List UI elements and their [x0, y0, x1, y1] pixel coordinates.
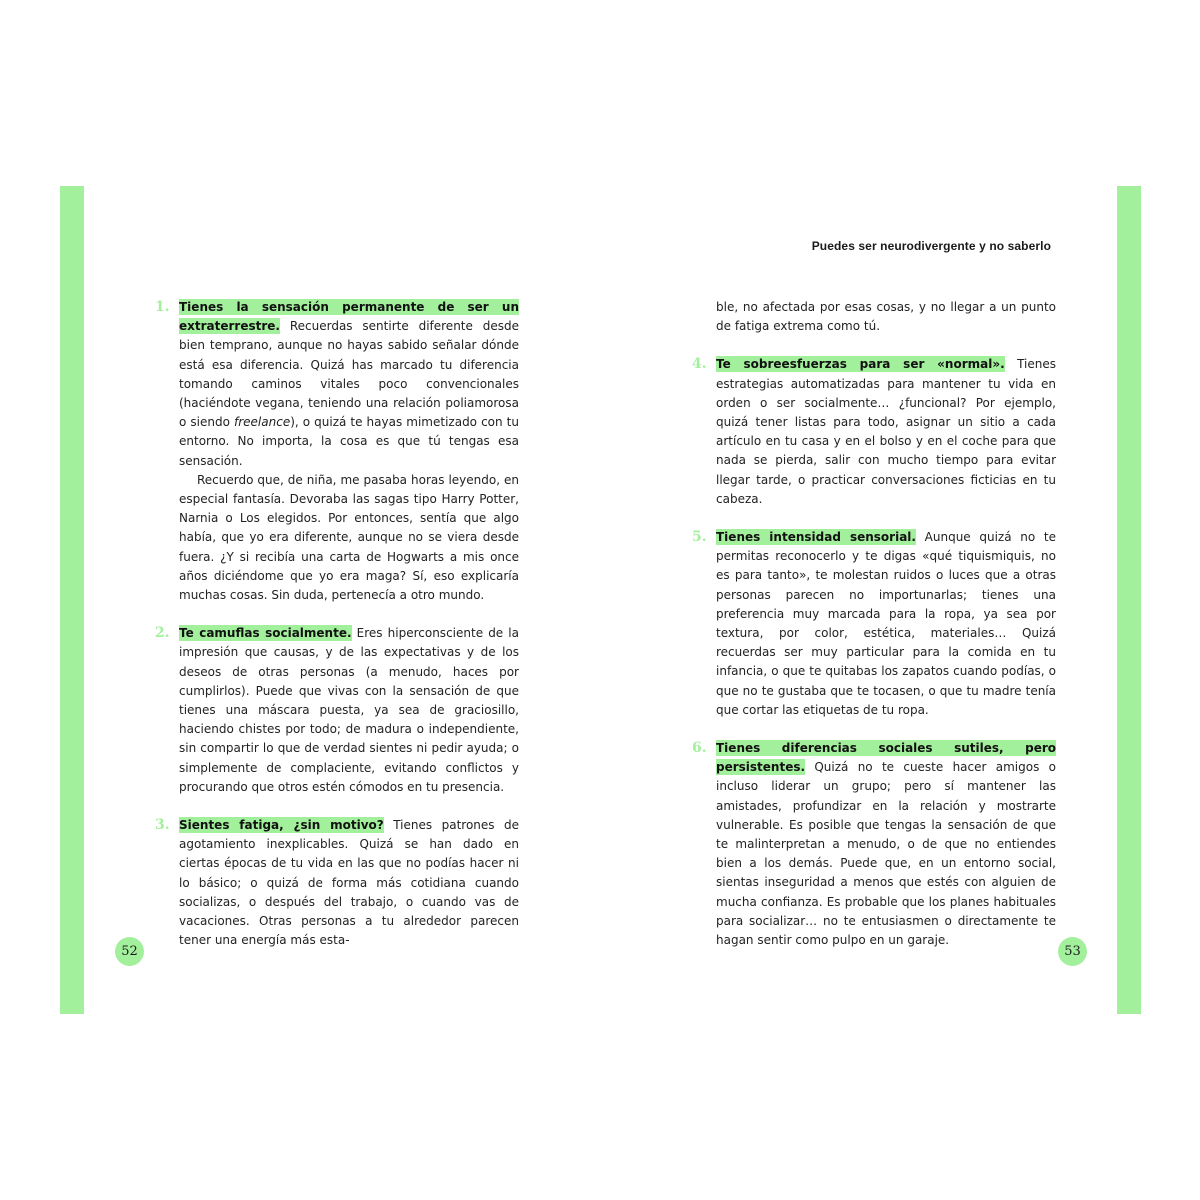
item-number: 1.: [155, 299, 170, 315]
list-item-6: [692, 739, 1056, 950]
item-italic: freelance: [234, 415, 291, 430]
item-text: Eres hiperconsciente de la impresión que causas, y de las expectativas y de los deseos de otras personas (a menudo, haces por cumplirlos). Puede que vivas con la sensación de que tienes una máscara puesta, ya sea de graciosillo, haciendo chistes por todo; de madura o independiente, sin compartir lo que de verdad sientes ni pedir ayuda; o simplemente de complaciente, evitando conflictos y procurando que otros estén cómodos en tu presencia.: [179, 626, 519, 794]
item-highlight: Te sobreesfuerzas para ser «normal».: [716, 357, 1005, 372]
page-number-right: 53: [1058, 937, 1087, 966]
continuation-paragraph: ble, no afectada por esas cosas, y no llegar a un punto de fatiga extrema como tú.: [716, 300, 1056, 334]
item-number: 6.: [692, 740, 707, 757]
item-paragraph: [179, 298, 519, 471]
item-text: Aunque quizá no te permitas reconocerlo y te digas «qué tiquismiquis, no es para tanto», te molestan ruidos o luces que a otras personas parecen no importunarlas; tienes una preferencia muy marcada para la ropa, ya sea por textura, por color, estética, materiales… Quizá recuerdas ser muy particular para la comida en tu infancia, o que te quitabas los zapatos cuando podías, o que no te gustaba que te tocasen, o que tu madre tenía que cortar las etiquetas de tu ropa.: [716, 530, 1056, 717]
item-text: Quizá no te cueste hacer amigos o incluso liderar un grupo; pero sí mantener las amistades, profundizar en la relación y mostrarte vulnerable. Es posible que tengas la sensación de que te malinterpretan a menudo, o de que no entiendes bien a los demás. Puede que, en un entorno social, sientas inseguridad a menos que estés con alguien de mucha confianza. Es probable que los planes habituales para socializar… no te entusiasmen o directamente te hagan sentir como pulpo en un garaje.: [716, 760, 1056, 948]
item-text: Tienes patrones de agotamiento inexplicables. Quizá se han dado en ciertas épocas de tu vida en las que no podías hacer ni lo básico; o quizá de forma más cotidiana cuando socializas, o después del trabajo, o cuando vas de vacaciones. Otras personas a tu alrededor parecen tener una energía más esta-: [179, 818, 519, 948]
item-paragraph: [716, 528, 1056, 720]
item-highlight: Sientes fatiga, ¿sin motivo?: [179, 818, 384, 833]
item-text-after: ), o quizá te hayas mimetizado con tu entorno. No importa, la cosa es que tú tengas esa sensación.: [179, 415, 519, 468]
left-page-color-band: [60, 186, 84, 1014]
continuation-block: [716, 298, 1056, 336]
item-text: Recuerdas sentirte diferente desde bien temprano, aunque no hayas sabido señalar dónde está esa diferencia. Quizá has marcado tu diferencia tomando caminos vitales poco convencionales (haciéndote vegana, teniendo una relación poliamorosa o siendo: [179, 319, 519, 430]
list-item-5: [692, 528, 1056, 720]
right-column: [692, 298, 1057, 969]
list-item-4: [692, 355, 1057, 509]
list-item-2: [155, 624, 519, 797]
item-paragraph: [716, 739, 1056, 950]
running-head: Puedes ser neurodivergente y no saberlo: [811, 239, 1051, 253]
item-paragraph: [716, 355, 1056, 509]
item-highlight: Te camuflas socialmente.: [179, 626, 352, 641]
item-number: 2.: [155, 625, 170, 642]
item-number: 4.: [692, 356, 707, 373]
item-highlight: Tienes diferencias sociales sutiles, pero persistentes.: [716, 741, 1056, 775]
left-column: [155, 298, 519, 970]
item-paragraph: [179, 816, 519, 950]
item-highlight: Tienes intensidad sensorial.: [716, 530, 916, 545]
item-paragraph-2: Recuerdo que, de niña, me pasaba horas leyendo, en especial fantasía. Devoraba las sagas tipo Harry Potter, Narnia o Los elegidos. Por entonces, sentía que algo había, que yo era diferente, aunque no se viera desde fuera. ¿Y si recibía una carta de Hogwarts a mis once años diciéndome que yo era maga? Sí, eso explicaría muchas cosas. Sin duda, pertenecía a otro mundo.: [179, 472, 519, 603]
right-page-color-band: [1117, 186, 1141, 1014]
item-number: 3.: [155, 817, 170, 834]
item-number: 5.: [692, 529, 707, 546]
item-paragraph: [179, 624, 519, 797]
list-item-3: [155, 816, 519, 950]
list-item-1: [155, 298, 519, 605]
item-highlight: Tienes la sensación permanente de ser un extraterrestre.: [179, 300, 519, 334]
page-number-left: 52: [115, 937, 144, 966]
item-text: Tienes estrategias automatizadas para mantener tu vida en orden o ser socialmente… ¿funcional? Por ejemplo, quizá tener listas para todo, asignar un sitio a cada artículo en tu casa y en el bolso y en el coche para que nada se pierda, salir con mucho tiempo para evitar llegar tarde, o practicar conversaciones ficticias en tu cabeza.: [716, 357, 1057, 506]
